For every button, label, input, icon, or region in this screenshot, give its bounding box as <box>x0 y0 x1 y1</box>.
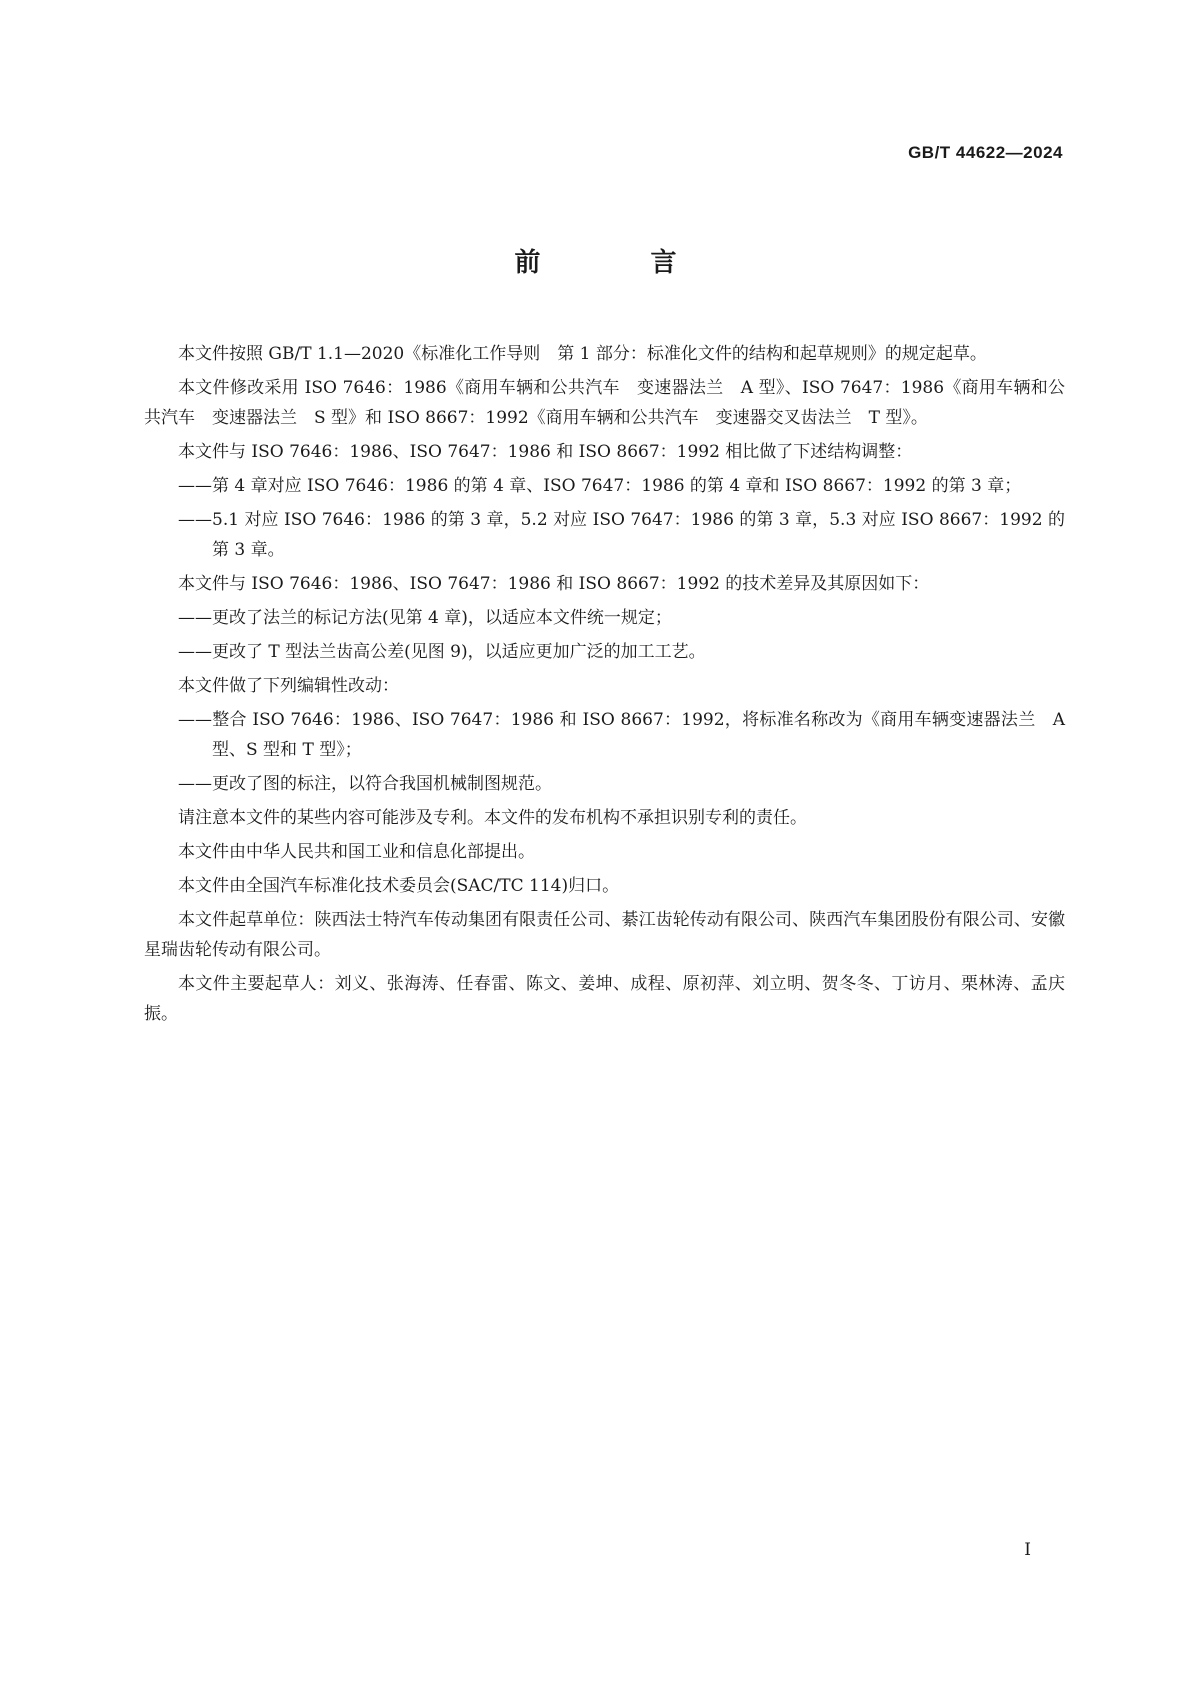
paragraph: 本文件修改采用 ISO 7646：1986《商用车辆和公共汽车 变速器法兰 A 型》、ISO 7647：1986《商用车辆和公共汽车 变速器法兰 S 型》和 ISO 8667：1992《商用车辆和公共汽车 变速器交叉齿法兰 T 型》。 <box>144 378 1065 428</box>
list-item: ——更改了法兰的标记方法(见第 4 章)，以适应本文件统一规定； <box>178 608 672 628</box>
paragraph: 本文件起草单位：陕西法士特汽车传动集团有限责任公司、綦江齿轮传动有限公司、陕西汽车集团股份有限公司、安徽星瑞齿轮传动有限公司。 <box>144 910 1065 960</box>
paragraph: 本文件由中华人民共和国工业和信息化部提出。 <box>178 842 535 862</box>
paragraph: 本文件按照 GB/T 1.1—2020《标准化工作导则 第 1 部分：标准化文件的结构和起草规则》的规定起草。 <box>178 344 987 364</box>
list-item: ——更改了图的标注，以符合我国机械制图规范。 <box>178 774 552 794</box>
page-title: 前 言 <box>514 248 719 278</box>
paragraph: 本文件做了下列编辑性改动： <box>178 676 399 696</box>
page-number: I <box>1024 1540 1031 1560</box>
paragraph: 本文件由全国汽车标准化技术委员会(SAC/TC 114)归口。 <box>178 876 620 896</box>
paragraph: 本文件与 ISO 7646：1986、ISO 7647：1986 和 ISO 8667：1992 相比做了下述结构调整： <box>178 442 913 462</box>
paragraph: 请注意本文件的某些内容可能涉及专利。本文件的发布机构不承担识别专利的责任。 <box>178 808 807 828</box>
standard-code: GB/T 44622—2024 <box>908 143 1063 162</box>
list-item: ——5.1 对应 ISO 7646：1986 的第 3 章，5.2 对应 ISO 7647：1986 的第 3 章，5.3 对应 ISO 8667：1992 的第 3 章。 <box>178 510 1065 560</box>
list-item: ——第 4 章对应 ISO 7646：1986 的第 4 章、ISO 7647：1986 的第 4 章和 ISO 8667：1992 的第 3 章； <box>178 476 1022 496</box>
preface-body <box>144 339 1065 1033</box>
list-item: ——更改了 T 型法兰齿高公差(见图 9)，以适应更加广泛的加工工艺。 <box>178 642 706 662</box>
paragraph: 本文件主要起草人：刘义、张海涛、任春雷、陈文、姜坤、成程、原初萍、刘立明、贺冬冬、丁访月、栗林涛、孟庆振。 <box>144 974 1065 1024</box>
paragraph: 本文件与 ISO 7646：1986、ISO 7647：1986 和 ISO 8667：1992 的技术差异及其原因如下： <box>178 574 930 594</box>
list-item: ——整合 ISO 7646：1986、ISO 7647：1986 和 ISO 8667：1992，将标准名称改为《商用车辆变速器法兰 A 型、S 型和 T 型》； <box>178 710 1065 760</box>
